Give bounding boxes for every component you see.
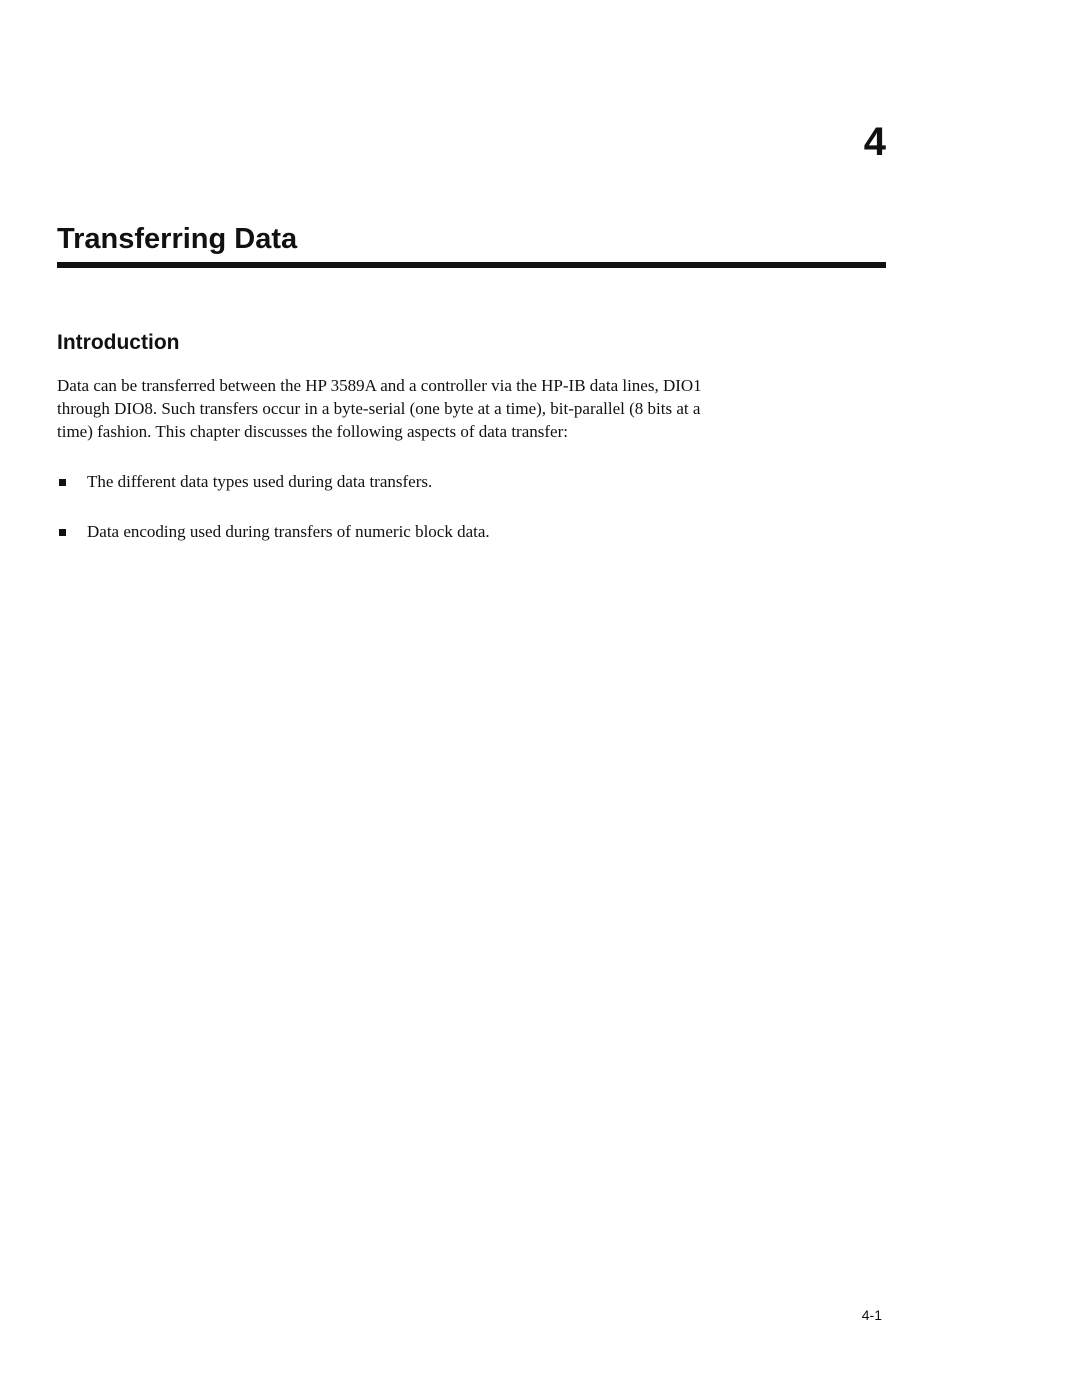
chapter-title: Transferring Data <box>57 223 298 255</box>
paragraph-line: time) fashion. This chapter discusses the following aspects of data transfer: <box>57 422 568 441</box>
intro-paragraph <box>57 374 857 443</box>
square-bullet-icon <box>59 529 66 536</box>
section-heading: Introduction <box>57 331 180 354</box>
page-number: 4-1 <box>861 1307 882 1323</box>
square-bullet-icon <box>59 479 66 486</box>
paragraph-line: through DIO8. Such transfers occur in a byte-serial (one byte at a time), bit-parallel (8 bits at a <box>57 399 701 418</box>
chapter-number: 4 <box>863 120 886 164</box>
title-rule <box>57 262 886 268</box>
list-item-text: The different data types used during data transfers. <box>87 472 433 491</box>
paragraph-line: Data can be transferred between the HP 3589A and a controller via the HP-IB data lines, DIO1 <box>57 376 702 395</box>
list-item-text: Data encoding used during transfers of numeric block data. <box>87 522 490 541</box>
